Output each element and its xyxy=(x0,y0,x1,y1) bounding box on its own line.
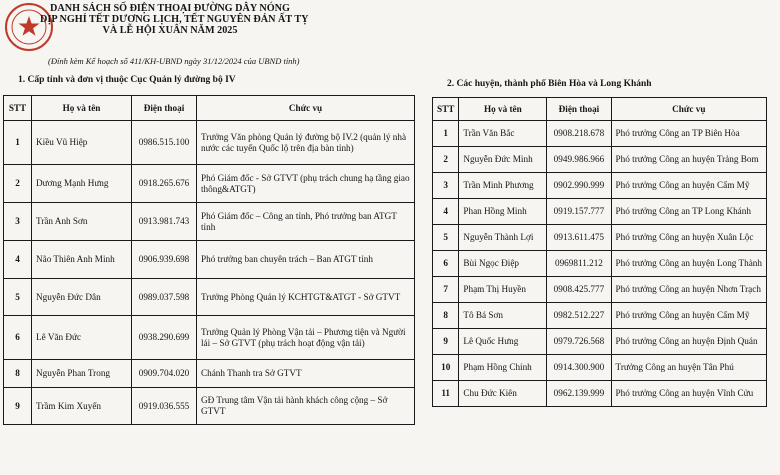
cell-phone: 0902.990.999 xyxy=(547,173,611,199)
column-header-phone: Điện thoại xyxy=(132,96,197,121)
cell-role: GĐ Trung tâm Vận tải hành khách công cộng – Sở GTVT xyxy=(197,388,415,425)
title-note: (Đính kèm Kế hoạch số 411/KH-UBND ngày 31/12/2024 của UBND tỉnh) xyxy=(48,56,300,66)
cell-role: Trưởng Quản lý Phòng Vận tải – Phương tiện và Người lái – Sở GTVT (phụ trách hoạt động vận tải) xyxy=(197,316,415,360)
cell-role: Trưởng Phòng Quản lý KCHTGT&ATGT - Sở GTVT xyxy=(197,279,415,316)
table-row xyxy=(433,303,767,329)
cell-name: Lê Quốc Hưng xyxy=(459,329,547,355)
table-row xyxy=(433,381,767,407)
cell-name: Trầm Kim Xuyến xyxy=(32,388,132,425)
column-header-role: Chức vụ xyxy=(197,96,415,121)
table-row xyxy=(4,203,415,241)
cell-phone: 0908.425.777 xyxy=(547,277,611,303)
cell-name: Lê Văn Đức xyxy=(32,316,132,360)
cell-name: Nguyễn Đức Minh xyxy=(459,147,547,173)
column-header-phone: Điện thoại xyxy=(547,98,611,121)
column-header-role: Chức vụ xyxy=(611,98,766,121)
cell-phone: 0908.218.678 xyxy=(547,121,611,147)
cell-stt: 9 xyxy=(4,388,32,425)
cell-name: Nguyễn Thành Lợi xyxy=(459,225,547,251)
cell-phone: 0949.986.966 xyxy=(547,147,611,173)
table-row xyxy=(4,360,415,388)
table-row xyxy=(433,277,767,303)
cell-stt: 6 xyxy=(433,251,459,277)
cell-stt: 4 xyxy=(4,241,32,279)
table-row xyxy=(4,121,415,165)
cell-stt: 2 xyxy=(433,147,459,173)
cell-name: Chu Đức Kiên xyxy=(459,381,547,407)
cell-phone: 0919.036.555 xyxy=(132,388,197,425)
table-row xyxy=(433,225,767,251)
cell-phone: 0914.300.900 xyxy=(547,355,611,381)
cell-stt: 1 xyxy=(4,121,32,165)
cell-phone: 0909.704.020 xyxy=(132,360,197,388)
cell-name: Nguyễn Phan Trong xyxy=(32,360,132,388)
cell-stt: 5 xyxy=(4,279,32,316)
cell-phone: 0913.611.475 xyxy=(547,225,611,251)
table-row xyxy=(433,329,767,355)
cell-stt: 4 xyxy=(433,199,459,225)
cell-name: Phạm Thị Huyền xyxy=(459,277,547,303)
cell-phone: 0989.037.598 xyxy=(132,279,197,316)
cell-stt: 9 xyxy=(433,329,459,355)
cell-name: Bùi Ngọc Điệp xyxy=(459,251,547,277)
table-row xyxy=(4,165,415,203)
cell-phone: 0979.726.568 xyxy=(547,329,611,355)
cell-phone: 0982.512.227 xyxy=(547,303,611,329)
cell-role: Trưởng Công an huyện Tân Phú xyxy=(611,355,766,381)
table-row xyxy=(433,121,767,147)
cell-stt: 7 xyxy=(433,277,459,303)
cell-role: Phó Giám đốc – Công an tỉnh, Phó trưởng ban ATGT tỉnh xyxy=(197,203,415,241)
cell-role: Phó trưởng Công an huyện Cẩm Mỹ xyxy=(611,303,766,329)
cell-name: Dương Mạnh Hưng xyxy=(32,165,132,203)
cell-phone: 0938.290.699 xyxy=(132,316,197,360)
cell-stt: 2 xyxy=(4,165,32,203)
cell-name: Não Thiên Anh Minh xyxy=(32,241,132,279)
district-hotline-table xyxy=(432,97,767,407)
cell-role: Phó trưởng Công an huyện Long Thành xyxy=(611,251,766,277)
cell-stt: 3 xyxy=(433,173,459,199)
table-row xyxy=(4,316,415,360)
cell-name: Tô Bá Sơn xyxy=(459,303,547,329)
cell-name: Phạm Hồng Chính xyxy=(459,355,547,381)
cell-phone: 0918.265.676 xyxy=(132,165,197,203)
cell-role: Phó trưởng Công an huyện Trảng Bom xyxy=(611,147,766,173)
title-line-1: DANH SÁCH SỐ ĐIỆN THOẠI ĐƯỜNG DÂY NÓNG xyxy=(50,3,290,14)
cell-phone: 0906.939.698 xyxy=(132,241,197,279)
cell-role: Phó trưởng Công an TP Long Khánh xyxy=(611,199,766,225)
cell-stt: 8 xyxy=(433,303,459,329)
table-header-row xyxy=(433,98,767,121)
cell-stt: 10 xyxy=(433,355,459,381)
title-line-2: DỊP NGHỈ TẾT DƯƠNG LỊCH, TẾT NGUYÊN ĐÁN ẤT TỴ xyxy=(40,14,309,25)
cell-phone: 0986.515.100 xyxy=(132,121,197,165)
table-row xyxy=(433,251,767,277)
section2-heading: 2. Các huyện, thành phố Biên Hòa và Long Khánh xyxy=(447,79,652,89)
cell-role: Phó trưởng Công an huyện Định Quán xyxy=(611,329,766,355)
table-row xyxy=(433,199,767,225)
cell-role: Phó trưởng Công an huyện Nhơn Trạch xyxy=(611,277,766,303)
cell-role: Phó trưởng Công an huyện Vĩnh Cửu xyxy=(611,381,766,407)
column-header-stt: STT xyxy=(433,98,459,121)
cell-phone: 0962.139.999 xyxy=(547,381,611,407)
cell-stt: 6 xyxy=(4,316,32,360)
provincial-hotline-table xyxy=(3,95,415,425)
cell-name: Kiều Vũ Hiệp xyxy=(32,121,132,165)
cell-role: Phó Giám đốc - Sở GTVT (phụ trách chung hạ tầng giao thông&ATGT) xyxy=(197,165,415,203)
column-header-name: Họ và tên xyxy=(459,98,547,121)
column-header-name: Họ và tên xyxy=(32,96,132,121)
document-title xyxy=(40,3,309,36)
cell-stt: 8 xyxy=(4,360,32,388)
cell-stt: 3 xyxy=(4,203,32,241)
cell-name: Trần Anh Sơn xyxy=(32,203,132,241)
table-row xyxy=(433,355,767,381)
cell-name: Trần Văn Bắc xyxy=(459,121,547,147)
cell-role: Phó trưởng Công an huyện Cẩm Mỹ xyxy=(611,173,766,199)
cell-name: Phan Hồng Minh xyxy=(459,199,547,225)
title-line-3: VÀ LỄ HỘI XUÂN NĂM 2025 xyxy=(102,25,238,36)
table-row xyxy=(433,173,767,199)
cell-role: Phó trưởng ban chuyên trách – Ban ATGT tỉnh xyxy=(197,241,415,279)
table-row xyxy=(4,279,415,316)
cell-role: Chánh Thanh tra Sở GTVT xyxy=(197,360,415,388)
cell-stt: 1 xyxy=(433,121,459,147)
cell-role: Phó trưởng Công an TP Biên Hòa xyxy=(611,121,766,147)
cell-stt: 11 xyxy=(433,381,459,407)
column-header-stt: STT xyxy=(4,96,32,121)
cell-role: Trưởng Văn phòng Quản lý đường bộ IV.2 (quản lý nhà nước các tuyến Quốc lộ trên địa bàn tỉnh) xyxy=(197,121,415,165)
cell-name: Trần Minh Phương xyxy=(459,173,547,199)
section1-heading: 1. Cấp tỉnh và đơn vị thuộc Cục Quản lý đường bộ IV xyxy=(18,75,236,85)
table-row xyxy=(433,147,767,173)
cell-stt: 5 xyxy=(433,225,459,251)
table-row xyxy=(4,388,415,425)
cell-phone: 0919.157.777 xyxy=(547,199,611,225)
cell-phone: 0969811.212 xyxy=(547,251,611,277)
table-header-row xyxy=(4,96,415,121)
table-row xyxy=(4,241,415,279)
cell-name: Nguyễn Đức Dân xyxy=(32,279,132,316)
cell-phone: 0913.981.743 xyxy=(132,203,197,241)
cell-role: Phó trưởng Công an huyện Xuân Lộc xyxy=(611,225,766,251)
